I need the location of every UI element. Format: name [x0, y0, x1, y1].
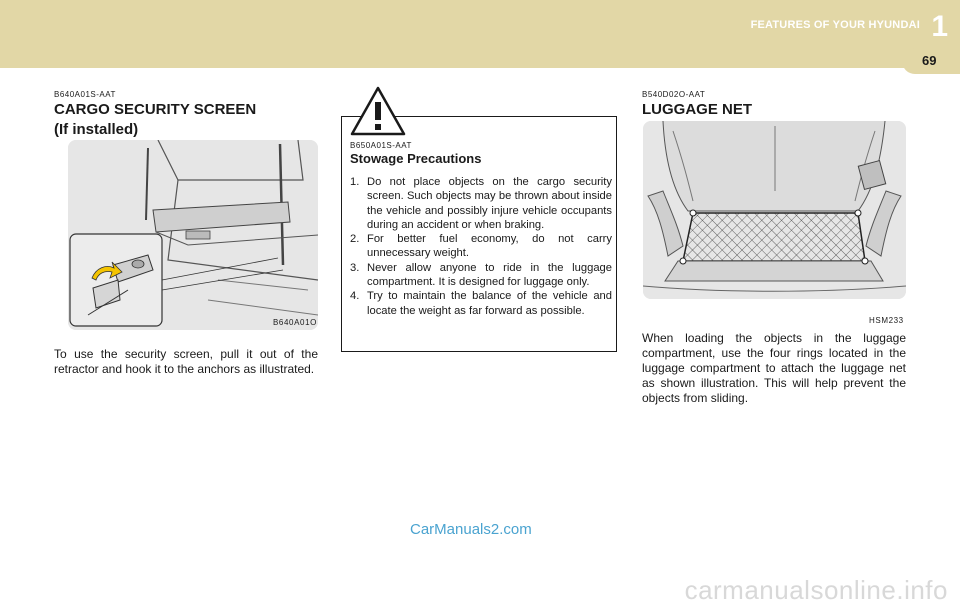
page-number-tab	[902, 48, 960, 74]
cargo-screen-drawing	[68, 140, 318, 330]
warning-item-number: 4.	[350, 290, 360, 303]
warning-code: B650A01S-AAT	[350, 141, 412, 150]
cargo-screen-body: To use the security screen, pull it out of the retractor and hook it to the anchors as illustrated.	[54, 347, 318, 376]
warning-title: Stowage Precautions	[350, 151, 482, 166]
warning-item-text: Do not place objects on the cargo security screen. Such objects may be thrown about inside the vehicle and possibly injure vehicle occupants during an accident or when braking.	[367, 176, 612, 231]
cargo-screen-subtitle: (If installed)	[54, 121, 139, 138]
warning-list	[350, 175, 612, 318]
luggage-net-code: B540D02O-AAT	[642, 90, 706, 99]
warning-item-text: For better fuel economy, do not carry unnecessary weight.	[367, 233, 612, 260]
footer-watermark: carmanualsonline.info	[684, 575, 948, 605]
luggage-net-body: When loading the objects in the luggage compartment, use the four rings located in the luggage compartment to attach the luggage net as shown illustration. This will help prevent the objects from sliding.	[642, 331, 906, 405]
cargo-screen-title: CARGO SECURITY SCREEN	[54, 101, 257, 118]
page-number: 69	[922, 53, 937, 68]
cargo-screen-figure-label: B640A01O	[273, 318, 317, 327]
warning-item	[350, 232, 612, 261]
section-title: FEATURES OF YOUR HYUNDAI	[750, 19, 920, 31]
warning-item-text: Try to maintain the balance of the vehicle and locate the weight as far forward as possible.	[367, 290, 612, 317]
warning-item-number: 1.	[350, 176, 360, 188]
chapter-number: 1	[931, 10, 948, 43]
cargo-screen-code: B640A01S-AAT	[54, 90, 116, 99]
warning-triangle-icon	[350, 86, 406, 136]
luggage-net-figure-label: HSM233	[869, 316, 904, 325]
warning-item-number: 2.	[350, 233, 360, 246]
cargo-screen-illustration	[68, 140, 318, 330]
warning-item-number: 3.	[350, 261, 360, 274]
luggage-net-illustration	[643, 121, 906, 299]
luggage-net-drawing	[643, 121, 906, 299]
warning-item	[350, 261, 612, 290]
luggage-net-title: LUGGAGE NET	[642, 101, 753, 118]
warning-item	[350, 175, 612, 232]
page-header	[0, 0, 960, 68]
warning-item	[350, 289, 612, 318]
site-watermark[interactable]: CarManuals2.com	[410, 521, 532, 538]
warning-item-text: Never allow anyone to ride in the luggage compartment. It is designed for luggage only.	[367, 261, 612, 289]
